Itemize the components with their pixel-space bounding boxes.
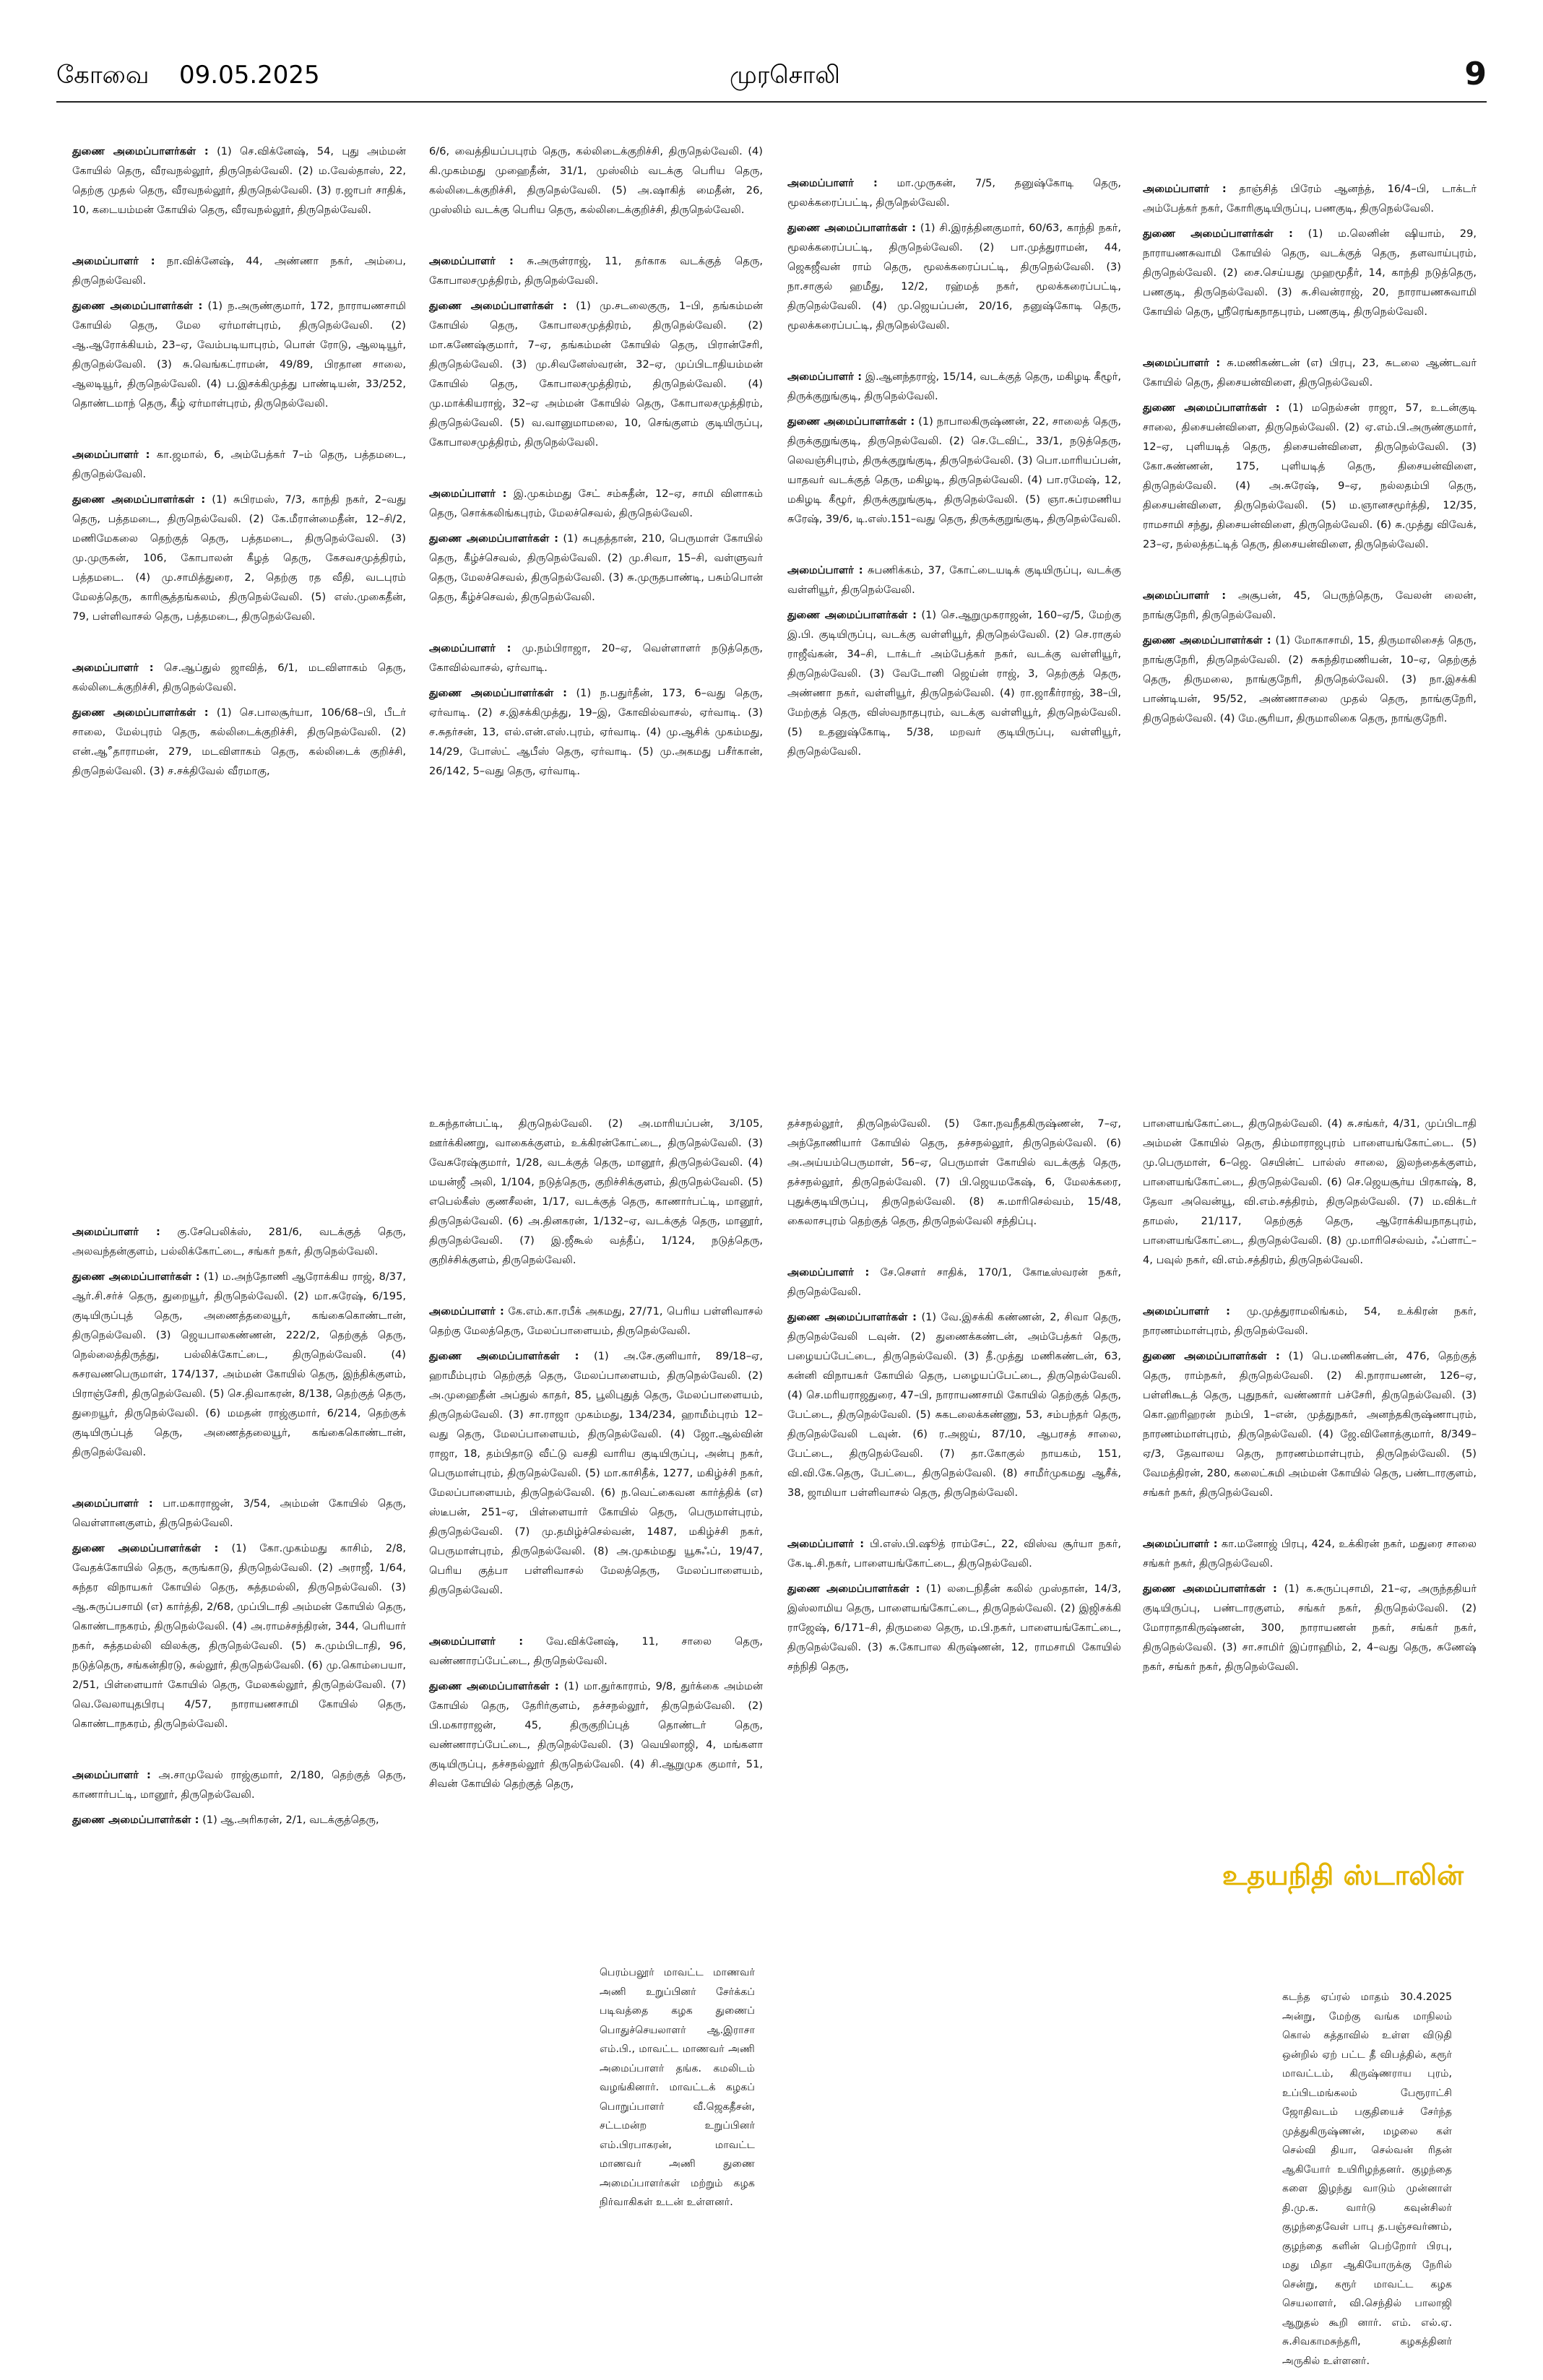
signature: உதயநிதி ஸ்டாலின் <box>1222 1859 1464 1891</box>
deputy-organizers-details: (1) ம.அந்தோணி ஆரோக்கிய ராஜ், 8/37, ஆர்.சி.சர்ச் தெரு, துறையூர், திருநெல்வேலி. (2) மா.சுரேஷ், 6/195, குடியிருப்புத் தெரு, அணைத்தலையூர், கங்கைகொண்டான், திருநெல்வேலி. (3) ஜெயபாலகண்ணன், 222/2, தெற்குத் தெரு, நெல்லைத்திருத்து, பல்லிக்கோட்டை, திருநெல்வேலி. (4) சுசரவணபெருமாள், 174/137, அம்மன் கோயில் தெரு, இந்திக்குளம், பிராஞ்சேரி, திருநெல்வேலி. (5) செ.திவாகரன், 8/138, தெற்குத் தெரு, துறையூர், திருநெல்வேலி. (6) மமதன் ராஜ்குமார், 6/214, தெற்குக் குடியிருப்புத் தெரு, அணைத்தலையூர், கங்கைகொண்டான், திருநெல்வேலி. <box>72 1271 406 1458</box>
deputy-organizers-entry <box>429 1676 763 1793</box>
deputy-organizers-label: துணை அமைப்பாளர்கள் : <box>72 1814 199 1826</box>
deputy-organizers-entry <box>1143 1579 1477 1676</box>
edition-city: கோவை <box>56 61 150 90</box>
deputy-organizers-label: துணை அமைப்பாளர்கள் : <box>72 145 209 157</box>
organizer-details: மா.முருகன், 7/5, தனுஷ்கோடி தெரு, மூலக்கரைப்பட்டி, திருநெல்வேலி. <box>787 177 1122 209</box>
deputy-organizers-entry <box>429 529 763 607</box>
appointment-block <box>429 1302 763 1600</box>
deputy-organizers-details: (1) லடைநிதீன் கலில் முஸ்தான், 14/3, இஸ்லாமிய தெரு, பாளையங்கோட்டை, திருநெல்வேலி. (2) இஜிசக்கி ராஜேஷ், 6/171–சி, திருமலை தெரு, ம.பி.நகர், பாளையங்கோட்டை, திருநெல்வேலி. (3) சு.கோபால கிருஷ்ணன், 12, ராமசாமி கோயில் சந்நிதி தெரு, <box>787 1583 1121 1673</box>
organizer-entry <box>429 484 763 523</box>
photo-caption-perambalur: பெரம்பலூர் மாவட்ட மாணவர் அணி உறுப்பினர் சேர்க்கப் படிவத்தை கழக துணைப் பொதுச்செயலாளர் ஆ.இராசா எம்.பி., மாவட்ட மாணவர் அணி அமைப்பாளர் தங்க. கமலிடம் வழங்கினார். மாவட்டக் கழகப் பொறுப்பாளர் வீ.ஜெகதீசன், சட்டமன்ற உறுப்பினர் எம்.பிரபாகரன், மாவட்ட மாணவர் அணி துணை அமைப்பாளர்கள் மற்றும் கழக நிர்வாகிகள் உடன் உள்ளனர். <box>600 1967 755 2208</box>
deputy-organizers-details: (1) சி.இரத்தினகுமார், 60/63, காந்தி நகர், மூலக்கரைப்பட்டி, திருநெல்வேலி. (2) பா.முத்துராமன், 44, ஜெகஜீவன் ராம் தெரு, மூலக்கரைப்பட்டி, திருநெல்வேலி. (3) நா.சாகுல் ஹமீது, 12/2, ரஹ்மத் நகர், மூலக்கரைப்பட்டி, திருநெல்வேலி. (4) மு.ஜெயப்பன், 20/16, தனுஷ்கோடி தெரு, மூலக்கரைப்பட்டி, திருநெல்வேலி. <box>787 222 1122 332</box>
organizer-entry <box>787 367 1121 406</box>
deputy-organizers-label: துணை அமைப்பாளர்கள் : <box>429 687 568 699</box>
organizer-entry <box>1143 1534 1477 1573</box>
organizer-details: கு.சேபெலிக்ஸ், 281/6, வடக்குத் தெரு, அலவந்தன்குளம், பல்லிக்கோட்டை, சங்கர் நகர், திருநெல்வேலி. <box>72 1226 407 1258</box>
appointment-block <box>72 445 406 626</box>
organizer-details: மு.நம்பிராஜா, 20–ஏ, வெள்ளாளர் நடுத்தெரு, கோவில்வாசல், ஏர்வாடி. <box>429 642 763 674</box>
photo-caption-karur: கடந்த ஏப்ரல் மாதம் 30.4.2025 அன்று, மேற்கு வங்க மாநிலம் கொல் கத்தாவில் உள்ள விடுதி ஒன்றில் ஏற் பட்ட தீ விபத்தில், கரூர் மாவட்டம், கிருஷ்ணராய புரம், உப்பிடமங்கலம் பேரூராட்சி ஜோதிவடம் பகுதியைச் சேர்ந்த முத்துகிருஷ்ணன், மழலை கள் செல்வி தியா, செல்வன் ரிதன் ஆகியோர் உயிரிழந்தனர். குழந்தை களை இழந்து வாடும் முன்னாள் தி.மு.க. வார்டு கவுன்சிலர் குழந்தைவேள் பாபு த.பஞ்சவர்ணம், குழந்தை களின் பெற்றோர் பிரபு, மது மிதா ஆகியோருக்கு நேரில் சென்று, கரூர் மாவட்ட கழக செயலாளர், வி.செந்தில் பாலாஜி ஆறுதல் கூறி னார். எம். எல்.ஏ. சு.சிவகாமசுந்தரி, கழகத்தினர் அருகில் உள்ளனர். <box>1282 1991 1452 2367</box>
column-1 <box>72 142 406 813</box>
deputy-organizers-details: (1) மநெல்சன் ராஜா, 57, உடன்குடி சாலை, திசையன்விளை, திருநெல்வேலி. (2) ஏ.எம்.பி.அருண்குமார், 12–ஏ, புளியடித் தெரு, திசையன்விளை, திருநெல்வேலி. (3) கோ.சுண்ணன், 175, புளியடித் தெரு, திசையன்விளை, திருநெல்வேலி. (4) அ.சுரேஷ், 9–ஏ, நல்லதம்பி தெரு, திசையன்விளை, திருநெல்வேலி. (5) ம.ஞானசமூர்த்தி, 12/35, ராமசாமி சந்து, திசையன்விளை, திருநெல்வேலி. (6) சு.முத்து விவேக், 23–ஏ, நல்லத்தட்டித் தெரு, திசையன்விளை, திருநெல்வேலி. <box>1143 402 1477 550</box>
organizer-details: சு.அருள்ராஜ், 11, தர்காக வடக்குத் தெரு, கோபாலசமுத்திரம், திருநெல்வேலி. <box>429 255 764 287</box>
deputy-organizers-entry <box>72 142 406 220</box>
organizer-entry <box>72 251 406 290</box>
organizer-label: அமைப்பாளர் : <box>72 662 154 674</box>
appointment-block <box>429 484 763 607</box>
deputy-organizers-details: (1) அ.சே.குனியார், 89/18–ஏ, ஹாமீம்புரம் தெற்குத் தெரு, மேலப்பாளையம், திருநெல்வேலி. (2) அ.முஹைதீன் அப்துல் காதர், 85, பூலிபுதுத் தெரு, மேலப்பாளையம், திருநெல்வேலி. (3) சா.ராஜா முகம்மது, 134/234, ஹாமீம்புரம் 12–வது தெரு, மேலப்பாளையம், திருநெல்வேலி. (4) ஜோ.ஆல்வின் ராஜா, 18, தம்பிதாடு வீட்டு வசதி வாரிய குடியிருப்பு, அன்பு நகர், பெருமாள்புரம், திருநெல்வேலி. (5) மா.காசிதீக், 1277, மகிழ்ச்சி நகர், மேலப்பாளையம், திருநெல்வேலி. (6) ந.வெட்கைவன கார்த்திக் (எ) ஸ்டீபன், 251–ஏ, பிள்ளையார் கோயில் தெரு, பெருமாள்புரம், திருநெல்வேலி. (7) மு.தமிழ்ச்செல்வன், 1487, மகிழ்ச்சி நகர், பெருமாள்புரம், திருநெல்வேலி. (8) அ.முகம்மது யூசுஃப், 19/47, பெரிய குத்பா பள்ளிவாசல் மேலத்தெரு, மேலப்பாளையம், திருநெல்வேலி. <box>429 1350 763 1596</box>
deputy-organizers-details: (1) ந.பதுர்தீன், 173, 6–வது தெரு, ஏர்வாடி. (2) ச.இசக்கிமுத்து, 19–இ, கோவில்வாசல், ஏர்வாடி. (3) ச.சுதர்சன், 13, எல்.என்.எஸ்.புரம், ஏர்வாடி. (4) மு.ஆசிக் முகம்மது, 14/29, போஸ்ட் ஆபீஸ் தெரு, ஏர்வாடி. (5) மு.அகமது பசீர்கான், 26/142, 5–வது தெரு, ஏர்வாடி. <box>429 687 764 777</box>
header-rule <box>56 101 1487 103</box>
organizer-details: சே.செளர் சாதிக், 170/1, கோடீஸ்வரன் நகர், திருநெல்வேலி. <box>787 1266 1121 1298</box>
organizer-label: அமைப்பாளர் : <box>429 642 511 654</box>
deputy-organizers-entry <box>72 703 406 781</box>
organizer-details: சு.மணிகண்டன் (எ) பிரபு, 23, சுடலை ஆண்டவர் கோயில் தெரு, திசையன்விளை, திருநெல்வேலி. <box>1143 357 1477 389</box>
organizer-label: அமைப்பாளர் : <box>429 488 507 500</box>
organizer-details: வே.விக்னேஷ், 11, சாலை தெரு, வண்ணாரப்பேட்டை, திருநெல்வேலி. <box>429 1635 764 1667</box>
organizer-label: அமைப்பாளர் : <box>72 255 155 267</box>
column-6 <box>429 1114 763 1825</box>
column-7 <box>787 1114 1121 1708</box>
organizer-details: பி.எஸ்.பி.ஷூத் ராம்சேட், 22, விஸ்வ சூர்யா நகர், கே.டி.சி.நகர், பாளையங்கோட்டை, திருநெல்வேலி. <box>787 1538 1121 1570</box>
organizer-label: அமைப்பாளர் : <box>72 449 150 461</box>
organizer-details: நா.விக்னேஷ், 44, அண்ணா நகர், அம்பை, திருநெல்வேலி. <box>72 255 406 287</box>
organizer-label: அமைப்பாளர் : <box>787 1538 865 1550</box>
organizer-details: கா.மனோஜ் பிரபு, 424, உக்கிரன் நகர், மதுரை சாலை சங்கர் நகர், திருநெல்வேலி. <box>1143 1538 1477 1570</box>
organizer-entry <box>787 1534 1121 1573</box>
appointment-block <box>429 142 763 220</box>
column-4 <box>1143 179 1477 760</box>
deputy-organizers-entry <box>72 1539 406 1734</box>
deputy-organizers-entry <box>429 683 763 781</box>
organizer-entry <box>429 1632 763 1671</box>
deputy-organizers-details: (1) ந.அருண்குமார், 172, நாராயணசாமி கோயில் தெரு, மேல ஏர்மாள்புரம், திருநெல்வேலி. (2) ஆ.ஆரோக்கியம், 23–ஏ, வேம்படியாபுரம், பொள் ரோடு, ஆலடியூர், திருநெல்வேலி. (3) சு.வெங்கட்ராமன், 49/89, பிரதான சாலை, ஆலடியூர், திருநெல்வேலி. (4) ப.இசக்கிமுத்து பாண்டியன், 33/252, தொண்டமாந் தெரு, கீழ் ஏர்மாள்புரம், திருநெல்வேலி. <box>72 300 406 410</box>
organizer-details: கா.ஜமால், 6, அம்பேத்கர் 7–ம் தெரு, பத்தமடை, திருநெல்வேலி. <box>72 449 407 480</box>
organizer-label: அமைப்பாளர் : <box>429 255 514 267</box>
deputy-organizers-details: (1) பெ.மணிகண்டன், 476, தெற்குத் தெரு, ராம்நகர், திருநெல்வேலி. (2) கி.நாராயணன், 126–ஏ, பள்ளிகூடத் தெரு, புதுநகர், வண்ணார் பச்சேரி, திருநெல்வேலி. (3) கொ.ஹரிஹரன் நம்பி, 1–என், முத்துநகர், அனந்தகிருஷ்ணாபுரம், நாரணம்மாள்புரம், திருநெல்வேலி. (4) ஜே.வினோத்குமார், 8/349–ஏ/3, தேவாலய தெரு, நாரணம்மாள்புரம், திருநெல்வேலி. (5) வேமத்திரன், 280, கலைட்சுமி அம்மன் கோயில் தெரு, பண்டாரகுளம், சங்கர் நகர், திருநெல்வேலி. <box>1143 1350 1477 1499</box>
appointment-block <box>72 658 406 781</box>
organizer-entry <box>787 561 1121 600</box>
column-2 <box>429 142 763 813</box>
deputy-organizers-label: துணை அமைப்பாளர்கள் : <box>72 1271 200 1283</box>
appointment-block <box>1143 353 1477 554</box>
deputy-organizers-details: (1) கோ.முகம்மது காசிம், 2/8, வேதக்கோயில் தெரு, கருங்காடு, திருநெல்வேலி. (2) அராஜீ, 1/64, சுந்தர விநாயகர் கோயில் தெரு, சுத்தமல்லி, திருநெல்வேலி. (3) ஆ.சுருப்பசாமி (எ) கார்த்தி, 2/68, முப்பிடாதி அம்மன் கோயில் தெரு, கொண்டாநகரம், திருநெல்வேலி. (4) அ.ராமச்சந்திரன், 344, பெரியார் நகர், சுத்தமல்லி விலக்கு, திருநெல்வேலி. (5) சு.மும்பிடாதி, 96, நடுத்தெரு, சங்கன்திரடு, சுல்லூர், திருநெல்வேலி. (6) மு.கொம்பையா, 2/51, பிள்ளையார் கோயில் தெரு, மேலகல்லூர், திருநெல்வேலி. (7) வெ.வேலாயுதபிரபு 4/57, நாராயணசாமி கோயில் தெரு, கொண்டாநகரம், திருநெல்வேலி. <box>72 1542 406 1730</box>
deputy-organizers-details: (1) செ.ஆறுமுகராஜன், 160–ஏ/5, மேற்கு இ.பி. குடியிருப்பு, வடக்கு வள்ளியூர், திருநெல்வேலி. (2) செ.ராகுல் ராஜீவ்கன், 34–சி, டாக்டர் அம்பேத்கர் நகர், வடக்கு வள்ளியூர், திருநெல்வேலி. (3) வேடோனி ஜெய்ன் ராஜ், 3, தெற்குத் தெரு, அண்ணா நகர், வள்ளியூர், திருநெல்வேலி. (4) ரா.ஜாகீர்ராஜ், 38–பி, மேற்குத் தெரு, விஸ்வநாதபுரம், வடக்கு வள்ளியூர், திருநெல்வேலி. (5) உதனுஷ்கோடி, 5/38, மறவர் குடியிருப்பு, வள்ளியூர், திருநெல்வேலி. <box>787 609 1122 758</box>
organizer-details: சுபணிக்கம், 37, கோட்டையடிக் குடியிருப்பு, வடக்கு வள்ளியூர், திருநெல்வேலி. <box>787 564 1122 596</box>
deputy-organizers-label: துணை அமைப்பாளர்கள் : <box>72 706 209 719</box>
deputy-organizers-details: (1) நாபாலகிருஷ்ணன், 22, சாலைத் தெரு, திருக்குறுங்குடி, திருநெல்வேலி. (2) செ.டேவிட், 33/1, நடுத்தெரு, லெவஞ்சிபுரம், திருக்குறுங்குடி, திருநெல்வேலி. (3) பொ.மாரியப்பன், யாதவர் வடக்குத் தெரு, மகிழடி, திருநெல்வேலி. (4) பா.ரமேஷ், 12, மகிழடி கீழூர், திருக்குறுங்குடி, திருநெல்வேலி. (5) ஞா.சுப்ரமணிய சுரேஷ், 39/6, டி.எஸ்.151–வது தெரு, திருக்குறுங்குடி, திருநெல்வேலி. <box>787 415 1121 525</box>
organizer-entry <box>787 173 1121 212</box>
organizer-label: அமைப்பாளர் : <box>429 1305 504 1317</box>
deputy-organizers-details: (1) சுபுதத்தான், 210, பெருமாள் கோயில் தெரு, கீழ்ச்செவல், திருநெல்வேலி. (2) மு.சிவா, 15–சி, வள்ளுவர் தெரு, மேலச்செவல், திருநெல்வேலி. (3) சு.முருதபாண்டி, பசும்பொன் தெரு, கீழ்ச்செவல், திருநெல்வேலி. <box>429 532 764 603</box>
organizer-details: இ.ஆனந்தராஜ், 15/14, வடக்குத் தெரு, மகிழடி கீழூர், திருக்குறுங்குடி, திருநெல்வேலி. <box>787 371 1121 402</box>
organizer-details: செ.ஆப்துல் ஜாவித், 6/1, மடவிளாகம் தெரு, கல்லிடைக்குறிச்சி, திருநெல்வேலி. <box>72 662 407 693</box>
deputy-organizers-details: (1) செ.பாலசூர்யா, 106/68–பி, பீடர் சாலை, மேல்புரம் தெரு, கல்லிடைக்குறிச்சி, திருநெல்வேலி. (2) என்.ஆீதாராமன், 279, மடவிளாகம் தெரு, கல்லிடைக் குறிச்சி, திருநெல்வேலி. (3) ச.சக்திவேல் வீரமாகு, <box>72 706 407 777</box>
page-header <box>0 0 1543 108</box>
column-5 <box>72 1222 406 1861</box>
appointment-block <box>429 251 763 452</box>
deputy-organizers-entry <box>1143 1346 1477 1502</box>
organizer-label: அமைப்பாளர் : <box>787 177 878 189</box>
deputy-organizers-label: துணை அமைப்பாளர்கள் : <box>429 300 567 312</box>
organizer-entry <box>429 251 763 290</box>
deputy-organizers-details: (1) மு.சடலைகுரு, 1–பி, தங்கம்மன் கோயில் தெரு, கோபாலசமுத்திரம், திருநெல்வேலி. (2) மா.கணேஷ்குமார், 7–ஏ, தங்கம்மன் கோயில் தெரு, பிரான்சேரி, திருநெல்வேலி. (3) மு.சிவனேஸ்வரன், 32–ஏ, முப்பிடாதியம்மன் கோயில் தெரு, கோபாலசமுத்திரம், திருநெல்வேலி. (4) மு.மாக்கியராஜ், 32–ஏ அம்மன் கோயில் தெரு, கோபாலசமுத்திரம், திருநெல்வேலி. (5) வ.வானுமாமலை, 10, செங்குளம் குடியிருப்பு, கோபாலசமுத்திரம், திருநெல்வேலி. <box>429 300 763 449</box>
organizer-label: அமைப்பாளர் : <box>429 1635 524 1648</box>
deputy-organizers-entry <box>787 1579 1121 1676</box>
organizer-label: அமைப்பாளர் : <box>787 371 863 383</box>
appointment-block <box>429 1114 763 1270</box>
deputy-organizers-details: (1) ஆ.அரிகரன், 2/1, வடக்குத்தெரு, <box>202 1814 379 1826</box>
column-8 <box>1143 1114 1477 1708</box>
appointment-block <box>72 251 406 413</box>
organizer-label: அமைப்பாளர் : <box>72 1226 160 1238</box>
deputy-organizers-label: துணை அமைப்பாளர்கள் : <box>787 1583 920 1595</box>
organizer-details: பா.மகாராஜன், 3/54, அம்மன் கோயில் தெரு, வெள்ளானகுளம், திருநெல்வேலி. <box>72 1497 407 1529</box>
organizer-label: அமைப்பாளர் : <box>1143 357 1221 369</box>
appointment-block <box>72 1494 406 1734</box>
organizer-label: அமைப்பாளர் : <box>787 1266 870 1278</box>
deputy-organizers-label: துணை அமைப்பாளர்கள் : <box>787 415 915 428</box>
deputy-organizers-label: துணை அமைப்பாளர்கள் : <box>72 493 206 506</box>
appointment-block <box>1143 586 1477 728</box>
appointment-block <box>1143 1302 1477 1502</box>
organizer-label: அமைப்பாளர் : <box>1143 589 1227 602</box>
deputy-organizers-label: துணை அமைப்பாளர்கள் : <box>1143 1583 1277 1595</box>
continued-text: உசுந்தான்பட்டி, திருநெல்வேலி. (2) அ.மாரியப்பன், 3/105, ஊர்க்கிணறு, வாகைக்குளம், உக்கிரன்கோட்டை, திருநெல்வேலி. (3) வேசுரேஷ்குமார், 1/28, வடக்குத் தெரு, மானூர், திருநெல்வேலி. (4) மயன்ஜீ அலி, 1/104, நடுத்தெரு, குறிச்சிக்குளம், திருநெல்வேலி. (5) எபெல்கீஸ் குணசீலன், 1/17, வடக்குத் தெரு, காணார்பட்டி, மானூர், திருநெல்வேலி. (6) அ.தினகரன், 1/132–ஏ, வடக்குத் தெரு, மானூர், திருநெல்வேலி. (7) இ.ஜீகூல் வத்தீப், 1/124, நடுத்தெரு, குறிச்சிக்குளம், திருநெல்வேலி. <box>429 1117 763 1266</box>
appointment-block <box>429 1632 763 1793</box>
appointment-block <box>787 1114 1121 1231</box>
organizer-details: அ.சாமுவேல் ராஜ்குமார், 2/180, தெற்குத் தெரு, காணார்பட்டி, மானூர், திருநெல்வேலி. <box>72 1769 406 1801</box>
appointment-block <box>1143 179 1477 321</box>
organizer-entry <box>72 658 406 697</box>
organizer-label: அமைப்பாளர் : <box>72 1769 151 1781</box>
appointment-block <box>787 173 1121 335</box>
deputy-organizers-entry <box>1143 631 1477 728</box>
deputy-organizers-entry <box>787 1307 1121 1502</box>
organizer-details: இ.முகம்மது சேட் சம்சுதீன், 12–ஏ, சாமி விளாகம் தெரு, சொக்கலிங்கபுரம், மேலச்செவல், திருநெல்வேலி. <box>429 488 763 519</box>
deputy-organizers-entry <box>72 490 406 626</box>
deputy-organizers-label: துணை அமைப்பாளர்கள் : <box>429 1350 579 1362</box>
organizer-entry <box>1143 586 1477 625</box>
organizer-entry <box>72 1494 406 1533</box>
deputy-organizers-label: துணை அமைப்பாளர்கள் : <box>1143 402 1280 414</box>
organizer-details: அசூபன், 45, பெருந்தெரு, வேலன் லைன், நாங்குநேரி, திருநெல்வேலி. <box>1143 589 1477 621</box>
appointment-block <box>787 1534 1121 1676</box>
organizer-label: அமைப்பாளர் : <box>1143 1305 1230 1317</box>
organizer-label: அமைப்பாளர் : <box>787 564 863 576</box>
continued-text: தச்சநல்லூர், திருநெல்வேலி. (5) கோ.நவநீதகிருஷ்ணன், 7–ஏ, அந்தோணியார் கோயில் தெரு, தச்சநல்லூர், திருநெல்வேலி. (6) அ.அய்யம்பெருமாள், 56–ஏ, பெருமாள் கோயில் வடக்குத் தெரு, தச்சநல்லூர், திருநெல்வேலி. (7) பி.ஜெயமகேஷ், 6, மேலக்கரை, புதுக்குடியிருப்பு, திருநெல்வேலி. (8) சு.மாரிசெல்வம், 15/48, கைலாசபுரம் தெற்குத் தெரு, திருநெல்வேலி சந்திப்பு. <box>787 1117 1121 1227</box>
appointment-block <box>72 1765 406 1830</box>
deputy-organizers-label: துணை அமைப்பாளர்கள் : <box>1143 634 1271 646</box>
organizer-entry <box>1143 1302 1477 1341</box>
deputy-organizers-details: (1) ம.லெனின் ஷியாம், 29, நாராயணசுவாமி கோயில் தெரு, வடக்குத் தெரு, தளவாய்புரம், திருநெல்வேலி. (2) சை.செய்யது முஹமூதீர், 14, காந்தி நடுத்தெரு, பணகுடி, திருநெல்வேலி. (3) சு.சிவன்ராஜ், 20, நாராயணசுவாமி கோயில் தெரு, ஸ்ரீரெங்கநாதபுரம், பணகுடி, திருநெல்வேலி. <box>1143 228 1477 318</box>
column-3 <box>787 173 1121 793</box>
issue-date: 09.05.2025 <box>179 61 320 90</box>
organizer-entry <box>72 445 406 484</box>
deputy-organizers-details: (1) வே.இசக்கி கண்ணன், 2, சிவா தெரு, திருநெல்வேலி டவுன். (2) துணைக்கண்டன், அம்பேத்கர் தெரு, பழையப்பேட்டை, திருநெல்வேலி. (3) தீ.முத்து மணிகண்டன், 63, கன்னி விநாயகர் கோயில் தெரு, பழையப்பேட்டை, திருநெல்வேலி. (4) செ.மரியராஜதுரை, 47–பி, நாராயணசாமி கோயில் தெற்குத் தெரு, பேட்டை, திருநெல்வேலி. (5) சுகடலைக்கண்ணு, 53, சம்பந்தர் தெரு, திருநெல்வேலி டவுன். (6) ர.அஜய், 87/10, ஆபரசத் சாலை, பேட்டை, திருநெல்வேலி. (7) தா.கோகுல் நாயகம், 151, வி.வி.கே.தெரு, பேட்டை, திருநெல்வேலி. (8) சாமீர்முகமது ஆசீக், 38, ஜாமியா பள்ளிவாசல் தெரு, திருநெல்வேலி. <box>787 1311 1122 1499</box>
deputy-organizers-details: (1) மோகாசாமி, 15, திருமாலிசைத் தெரு, நாங்குநேரி, திருநெல்வேலி. (2) சுகந்திரமணியன், 10–ஏ, தெற்குத் தெரு, திருமலை, நாங்குநேரி, திருநெல்வேலி. (3) நா.இசக்கி பாண்டியன், 95/52, அண்ணாசலை முதல் தெரு, நாங்குநேரி, திருநெல்வேலி. (4) மே.சூரியா, திருமாலிகை தெரு, நாங்குநேரி. <box>1143 634 1477 724</box>
deputy-organizers-entry <box>1143 224 1477 321</box>
appointment-block <box>1143 1534 1477 1676</box>
deputy-organizers-details: (1) க.சுருப்புசாமி, 21–ஏ, அருந்ததியர் குடியிருப்பு, பண்டாரகுளம், சங்கர் நகர், திருநெல்வேலி. (2) மோராதாகிருஷ்ணன், 300, நாராயணன் நகர், சங்கர் நகர், திருநெல்வேலி. (3) சா.சாமிர் இப்ராஹிம், 2, 4–வது தெரு, சுணேஷ் நகர், சங்கர் நகர், திருநெல்வேலி. <box>1143 1583 1477 1673</box>
deputy-organizers-label: துணை அமைப்பாளர்கள் : <box>429 1680 559 1692</box>
deputy-organizers-label: துணை அமைப்பாளர்கள் : <box>1143 228 1293 240</box>
deputy-organizers-entry <box>72 1810 406 1830</box>
deputy-organizers-entry <box>429 296 763 452</box>
deputy-organizers-entry <box>787 412 1121 529</box>
organizer-entry <box>72 1222 406 1261</box>
deputy-organizers-entry <box>787 605 1121 761</box>
newspaper-name: முரசொலி <box>730 61 840 90</box>
deputy-organizers-label: துணை அமைப்பாளர்கள் : <box>429 532 558 545</box>
deputy-organizers-details: (1) மா.துர்காராம், 9/8, துர்க்கை அம்மன் கோயில் தெரு, தேரிர்குளம், தச்சநல்லூர், திருநெல்வேலி. (2) பி.மகாராஜன், 45, திருகுறிப்புத் தொண்டர் தெரு, வண்ணாரப்பேட்டை, திருநெல்வேலி. (3) வெயிலாஜி, 4, மங்களா குடியிருப்பு, தச்சநல்லூர் திருநெல்வேலி. (4) சி.ஆறுமுக குமார், 51, சிவன் கோயில் தெற்குத் தெரு, <box>429 1680 764 1790</box>
appointment-block <box>787 561 1121 761</box>
organizer-entry <box>1143 353 1477 392</box>
organizer-entry <box>429 639 763 678</box>
deputy-organizers-label: துணை அமைப்பாளர்கள் : <box>787 1311 917 1323</box>
organizer-details: தாஞ்சித் பிரேம் ஆனந்த், 16/4–பி, டாக்டர் அம்பேத்கர் நகர், கோரிகுடியிருப்பு, பணகுடி, திருநெல்வேலி. <box>1143 183 1477 215</box>
deputy-organizers-label: துணை அமைப்பாளர்கள் : <box>72 1542 219 1554</box>
organizer-entry <box>429 1302 763 1341</box>
organizer-entry <box>787 1263 1121 1302</box>
organizer-label: அமைப்பாளர் : <box>72 1497 153 1510</box>
deputy-organizers-entry <box>1143 398 1477 554</box>
deputy-organizers-entry <box>72 296 406 413</box>
deputy-organizers-entry <box>429 1346 763 1600</box>
organizer-entry <box>72 1765 406 1804</box>
continued-text: பாளையங்கோட்டை, திருநெல்வேலி. (4) சு.சங்கர், 4/31, முப்பிடாதி அம்மன் கோயில் தெரு, திம்மாராஜபுரம் பாளையங்கோட்டை. (5) மு.பெருமாள், 6–ஜெ. செயின்ட் பால்ஸ் சாலை, இலந்தைக்குளம், பாளையங்கோட்டை, திருநெல்வேலி. (6) செ.ஜெயசூர்ய பிரகாஷ், 8, தேவா அவென்யூ, வி.எம்.சத்திரம், திருநெல்வேலி. (7) ம.விக்டர் தாமஸ், 21/117, தெற்குத் தெரு, ஆரோக்கியநாதபுரம், பாளையங்கோட்டை, திருநெல்வேலி. (8) மு.மாரிசெல்வம், ஃப்ளாட்–4, பவுல் நகர், வி.எம்.சத்திரம், திருநெல்வேலி. <box>1143 1117 1477 1266</box>
organizer-label: அமைப்பாளர் : <box>1143 1538 1218 1550</box>
organizer-label: அமைப்பாளர் : <box>1143 183 1227 195</box>
deputy-organizers-label: துணை அமைப்பாளர்கள் : <box>1143 1350 1280 1362</box>
deputy-organizers-label: துணை அமைப்பாளர்கள் : <box>72 300 203 312</box>
appointment-block <box>72 142 406 220</box>
deputy-organizers-label: துணை அமைப்பாளர்கள் : <box>787 222 916 234</box>
deputy-organizers-details: (1) செ.விக்னேஷ், 54, புது அம்மன் கோயில் தெரு, வீரவநல்லூர், திருநெல்வேலி. (2) ம.வேல்தாஸ், 22, தெற்கு முதல் தெரு, வீரவநல்லூர், திருநெல்வேலி. (3) ர.ஜாபர் சாதிக், 10, கடையம்மன் கோயில் தெரு, வீரவநல்லூர், திருநெல்வேலி. <box>72 145 406 216</box>
organizer-details: மு.முத்துராமலிங்கம், 54, உக்கிரன் நகர், நாரணம்மாள்புரம், திருநெல்வேலி. <box>1143 1305 1477 1337</box>
deputy-organizers-details: (1) சுபிரமஸ், 7/3, காந்தி நகர், 2–வது தெரு, பத்தமடை, திருநெல்வேலி. (2) கே.மீரான்மைதீன், 12–சி/2, மணிமேகலை தெற்குத் தெரு, பத்தமடை, திருநெல்வேலி. (3) மு.முருகன், 106, கோபாலன் கீழத் தெரு, கேசவசமுத்திரம், பத்தமடை. (4) மு.சாமித்துரை, 2, தெற்கு ரத வீதி, வடபுரம் மேலத்தெரு, காரிசூத்தங்கலம், திருநெல்வேலி. (5) எஸ்.முகைதீன், 79, பள்ளிவாசல் தெரு, பத்தமடை, திருநெல்வேலி. <box>72 493 407 623</box>
organizer-details: கே.எம்.கா.ரபீக் அகமது, 27/71, பெரிய பள்ளிவாசல் தெற்கு மேலத்தெரு, மேலப்பாளையம், திருநெல்வேலி. <box>429 1305 764 1337</box>
page-number: 9 <box>1464 56 1487 92</box>
appointment-block <box>787 367 1121 529</box>
appointment-block <box>72 1222 406 1462</box>
continued-text: 6/6, வைத்தியப்பபுரம் தெரு, கல்லிடைக்குறிச்சி, திருநெல்வேலி. (4) கி.முகம்மது முஹைதீன், 31/1, முஸ்லிம் வடக்கு பெரிய தெரு, கல்லிடைக்குறிச்சி, திருநெல்வேலி. (5) அ.ஷாகித் மைதீன், 26, முஸ்லிம் வடக்கு பெரிய தெரு, கல்லிடைக்குறிச்சி, திருநெல்வேலி. <box>429 145 763 216</box>
appointment-block <box>1143 1114 1477 1270</box>
appointment-block <box>429 639 763 781</box>
appointment-block <box>787 1263 1121 1502</box>
organizer-entry <box>1143 179 1477 218</box>
deputy-organizers-entry <box>72 1267 406 1462</box>
deputy-organizers-entry <box>787 218 1121 335</box>
deputy-organizers-label: துணை அமைப்பாளர்கள் : <box>787 609 917 621</box>
